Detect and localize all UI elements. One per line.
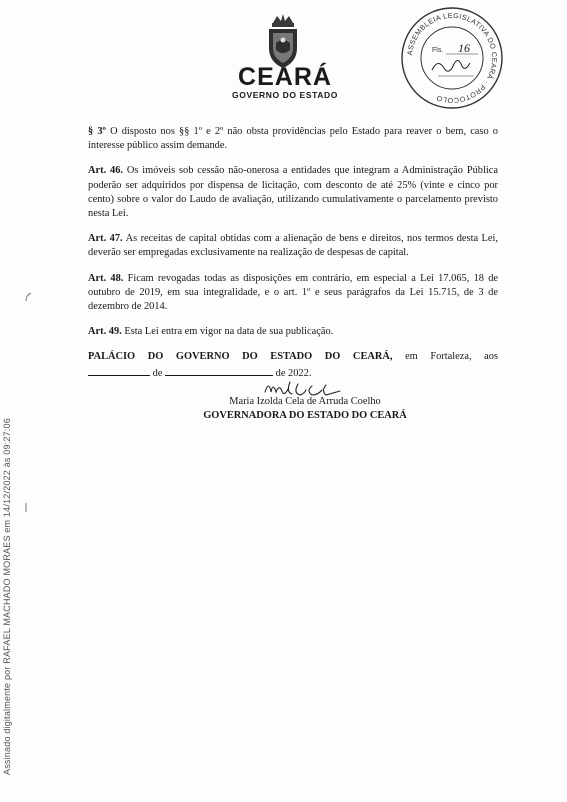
article-label: Art. 47.: [88, 233, 123, 245]
stamp-ring-text: ASSEMBLEIA LEGISLATIVA DO CEARÁ · PROTOCOLO: [405, 10, 500, 106]
article-label: Art. 48.: [88, 272, 124, 284]
digital-signature-note: Assinado digitalmente por RAFAEL MACHADO MORAES em 14/12/2022 às 09:27:06: [2, 418, 12, 775]
paragraph-3: [88, 125, 498, 153]
state-name: CEARÁ: [238, 63, 332, 91]
signer-block: [190, 395, 420, 423]
svg-text:ASSEMBLEIA LEGISLATIVA DO CEAR: [405, 11, 499, 105]
article-49: [88, 325, 498, 339]
closing-location: em Fortaleza, aos: [405, 351, 498, 363]
protocol-stamp: [398, 4, 506, 112]
article-text: As receitas de capital obtidas com a alienação de bens e direitos, nos termos desta Lei, deverão ser empregadas exclusivamente na realização de despesas de capital.: [88, 233, 498, 259]
article-label: Art. 46.: [88, 165, 123, 177]
margin-mark: [22, 503, 30, 516]
signer-name: Maria Izolda Cela de Arruda Coelho: [229, 396, 381, 407]
letterhead: [200, 64, 370, 100]
article-48: [88, 272, 498, 315]
day-blank: [88, 365, 150, 376]
margin-mark: [24, 292, 32, 305]
article-label: Art. 49.: [88, 326, 122, 338]
palace-name: PALÁCIO DO GOVERNO DO ESTADO DO CEARÁ,: [88, 351, 393, 363]
stamp-page-label: Fls.: [432, 47, 444, 54]
state-coat-of-arms-icon: [264, 12, 302, 70]
paragraph-text: O disposto nos §§ 1º e 2º não obsta providências pelo Estado para reaver o bem, caso o interesse público assim demande.: [88, 126, 498, 152]
date-de-1: de: [152, 367, 163, 379]
government-label: GOVERNO DO ESTADO: [232, 90, 338, 100]
month-blank: [165, 365, 273, 376]
stamp-initials: [432, 60, 470, 71]
law-text: [88, 125, 498, 381]
article-text: Esta Lei entra em vigor na data de sua publicação.: [124, 326, 334, 338]
closing-formula: [88, 350, 498, 364]
article-47: [88, 232, 498, 260]
article-text: Ficam revogadas todas as disposições em contrário, em especial a Lei 17.065, 18 de outubro de 2019, em sua integralidade, e o art. 1º e seus parágrafos da Lei 15.715, de 3 de dezembro de 2014.: [88, 272, 498, 313]
article-46: [88, 164, 498, 221]
signer-title: GOVERNADORA DO ESTADO DO CEARÁ: [203, 410, 407, 421]
stamp-page-number: 16: [458, 41, 470, 55]
article-text: Os imóveis sob cessão não-onerosa a entidades que integram a Administração Pública poderão ser adquiridos por dispensa de licitação, com desconto de até 25% (vinte e cinco por cento) sobre o valor do Laudo de avaliação, utilizando cumulativamente o parcelamento previsto nesta Lei.: [88, 165, 498, 220]
paragraph-label: § 3º: [88, 126, 106, 137]
date-year: de 2022.: [275, 367, 312, 379]
